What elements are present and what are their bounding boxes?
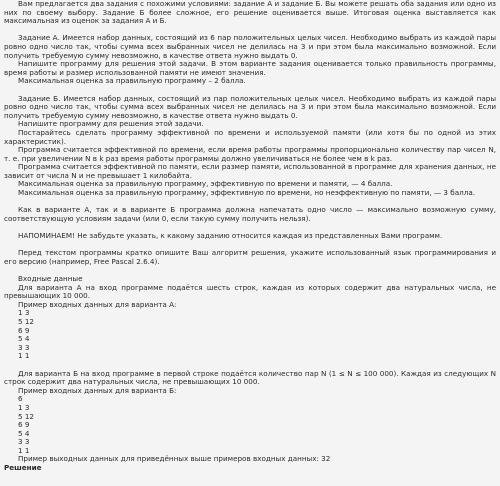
example-line: 6 9 — [18, 420, 30, 430]
task-b-score-full: Максимальная оценка за правильную программу, эффективную по времени и памяти, — 4 балла. — [18, 179, 393, 189]
example-line: 1 1 — [18, 351, 30, 361]
task-b-memory-criterion: Программа считается эффективной по памяти, если размер памяти, использованной в программе для хранения данных, не зависит от числа N и не превышает 1 килобайта. — [4, 162, 496, 180]
example-line: 6 9 — [18, 325, 30, 335]
example-line: 3 3 — [18, 342, 30, 352]
task-a-statement: Задание А. Имеется набор данных, состоящий из 6 пар положительных целых чисел. Необходимо выбрать из каждой пары ровно одно число так, чтобы сумма всех выбранных чисел не делилась на 3 и при этом была максимально возможной. Если получить требуемую сумму невозможно, в качестве ответа нужно выдать 0. — [4, 33, 496, 60]
task-a-score: Максимальная оценка за правильную программу – 2 балла. — [18, 76, 246, 86]
task-b-statement: Задание Б. Имеется набор данных, состоящий из пар положительных целых чисел. Необходимо выбрать из каждой пары ровно одно число так, чтобы сумма всех выбранных чисел не делилась на 3 и при этом была максимально возможной. Если получить требуемую сумму невозможно, в качестве ответа нужно выдать 0. — [4, 93, 496, 120]
output-example: Пример выходных данных для приведённых выше примеров входных данных: 32 — [18, 454, 331, 464]
input-section-title: Входные данные — [18, 274, 83, 283]
task-b-instruction: Напишите программу для решения этой задачи. — [18, 119, 204, 129]
input-b-description: Для варианта Б на вход программе в первой строке подаётся количество пар N (1 ≤ N ≤ 100 000). Каждая из следующих N строк содержит два натуральных числа, не превышающих 10 000. — [4, 368, 496, 387]
example-line: 5 12 — [18, 411, 35, 421]
input-b-example — [4, 395, 496, 455]
intro-paragraph: Вам предлагается два задания с похожими условиями: задание А и задание Б. Вы можете решать оба задания или одно из них по своему выбору. Задание Б более сложное, его решение оценивается выше. Итоговая оценка выставляется как максимальная из оценок за задания А и Б. — [4, 0, 496, 26]
task-b-time-criterion: Программа считается эффективной по времени, если время работы программы пропорционально количеству пар чисел N, т. е. при увеличении N в k раз время работы программы должно увеличиваться не более чем в k раз. — [4, 145, 496, 163]
input-a-description: Для варианта А на вход программе подаётся шесть строк, каждая из которых содержит два натуральных числа, не превышающих 10 000. — [4, 282, 496, 301]
example-line: 1 1 — [18, 445, 30, 455]
cut-off-heading-wrapper — [4, 463, 496, 473]
example-line: 1 3 — [18, 308, 30, 318]
task-a-instruction: Напишите программу для решения этой задачи. В этом варианте задания оценивается только правильность программы, время работы и размер использованной памяти не имеют значения. — [4, 59, 496, 77]
example-line: 1 3 — [18, 402, 30, 412]
task-b-efficiency: Постарайтесь сделать программу эффективной по времени и используемой памяти (или хотя бы по одной из этих характеристик). — [4, 127, 496, 146]
common-requirement: Как в варианте А, так и в варианте Б программа должна напечатать одно число — максимально возможную сумму, соответствующую условиям задачи (или 0, если такую сумму получить нельзя). — [4, 205, 496, 223]
example-line: 5 4 — [18, 334, 30, 344]
reminder-notice: НАПОМИНАЕМ! Не забудьте указать, к какому заданию относится каждая из представленных Вами программ. — [18, 231, 443, 241]
example-line: 6 — [18, 394, 23, 404]
input-b-example-label: Пример входных данных для варианта Б: — [18, 385, 177, 395]
example-line: 5 4 — [18, 428, 30, 438]
document — [4, 0, 496, 473]
example-line: 3 3 — [18, 437, 30, 447]
example-line: 5 12 — [18, 316, 35, 326]
input-a-example — [4, 309, 496, 361]
task-b-score-partial: Максимальная оценка за правильную программу, эффективную по времени, но неэффективную по памяти, — 3 балла. — [18, 188, 476, 198]
solution-instructions: Перед текстом программы кратко опишите Ваш алгоритм решения, укажите использованный язык программирования и его версию (например, Free Pascal 2.6.4). — [4, 248, 496, 266]
solution-heading: Решение — [4, 463, 42, 473]
input-a-example-label: Пример входных данных для варианта А: — [18, 299, 177, 309]
